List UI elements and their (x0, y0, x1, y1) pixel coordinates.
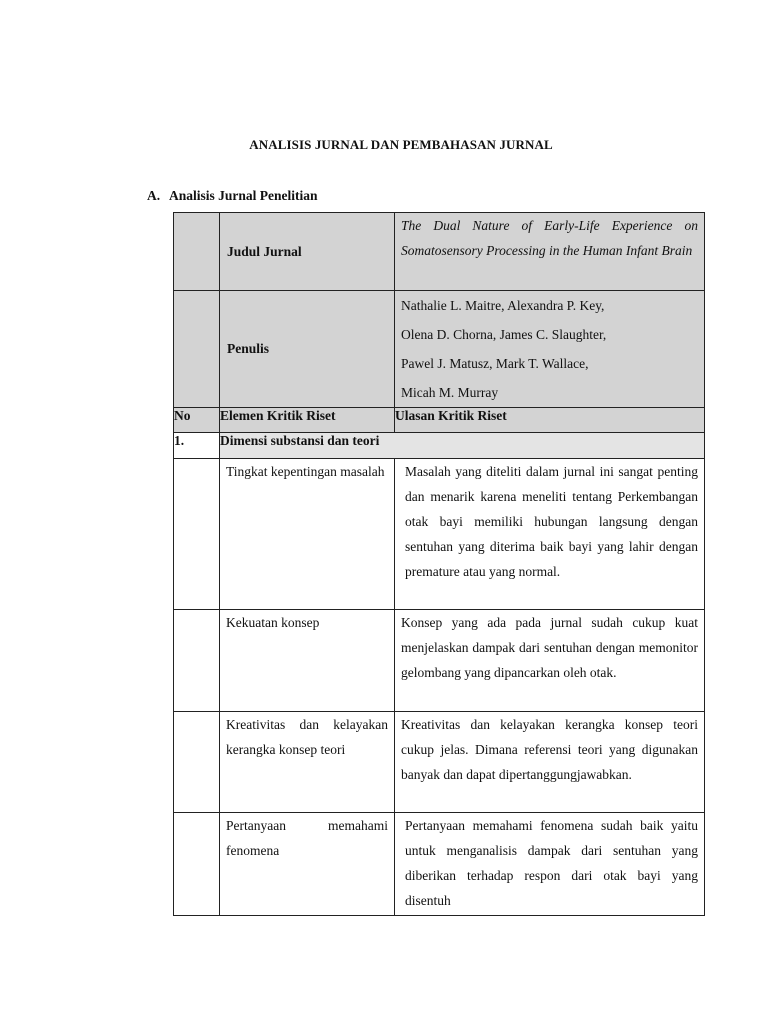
critique-review: Masalah yang diteliti dalam jurnal ini sangat penting dan menarik karena meneliti tentang Perkembangan otak bayi memiliki hubungan langsung dengan sentuhan yang diterima baik bayi yang lahir dengan premature atau yang normal. (395, 459, 705, 610)
empty-cell (174, 712, 220, 813)
table-row (174, 712, 705, 813)
header-no: No (174, 408, 220, 433)
authors-row (174, 291, 705, 408)
dimension-row (174, 433, 705, 459)
empty-cell (174, 291, 220, 408)
empty-cell (174, 610, 220, 712)
journal-title-label: Judul Jurnal (220, 213, 395, 291)
authors-value (395, 291, 705, 408)
table-header-row (174, 408, 705, 433)
header-review: Ulasan Kritik Riset (395, 408, 705, 433)
section-heading-text: Analisis Jurnal Penelitian (169, 188, 318, 203)
table-row (174, 610, 705, 712)
section-heading (147, 188, 318, 204)
critique-element: Tingkat kepentingan masalah (220, 459, 395, 610)
critique-review: Kreativitas dan kelayakan kerangka konsep teori cukup jelas. Dimana referensi teori yang digunakan banyak dan dapat dipertanggungjawabkan. (395, 712, 705, 813)
dimension-number: 1. (174, 433, 220, 459)
section-letter: A. (147, 188, 161, 203)
authors-label: Penulis (220, 291, 395, 408)
author-line: Pawel J. Matusz, Mark T. Wallace, (401, 356, 589, 371)
dimension-name: Dimensi substansi dan teori (220, 433, 705, 459)
journal-title-row (174, 213, 705, 291)
empty-cell (174, 213, 220, 291)
table-row (174, 459, 705, 610)
journal-title-value: The Dual Nature of Early-Life Experience on Somatosensory Processing in the Human Infant Brain (395, 213, 705, 291)
journal-review-table (173, 212, 705, 916)
critique-element: Kekuatan konsep (220, 610, 395, 712)
table-row (174, 813, 705, 916)
author-line: Micah M. Murray (401, 385, 499, 400)
empty-cell (174, 459, 220, 610)
author-line: Olena D. Chorna, James C. Slaughter, (401, 327, 607, 342)
header-element: Elemen Kritik Riset (220, 408, 395, 433)
critique-element: Kreativitas dan kelayakan kerangka konsep teori (220, 712, 395, 813)
author-line: Nathalie L. Maitre, Alexandra P. Key, (401, 298, 605, 313)
empty-cell (174, 813, 220, 916)
critique-review: Konsep yang ada pada jurnal sudah cukup kuat menjelaskan dampak dari sentuhan dengan memonitor gelombang yang dipancarkan oleh otak. (395, 610, 705, 712)
critique-element: Pertanyaan memahami fenomena (220, 813, 395, 916)
page-title: ANALISIS JURNAL DAN PEMBAHASAN JURNAL (249, 137, 553, 152)
critique-review: Pertanyaan memahami fenomena sudah baik yaitu untuk menganalisis dampak dari sentuhan yang diberikan terhadap respon dari otak bayi yang disentuh (395, 813, 705, 916)
